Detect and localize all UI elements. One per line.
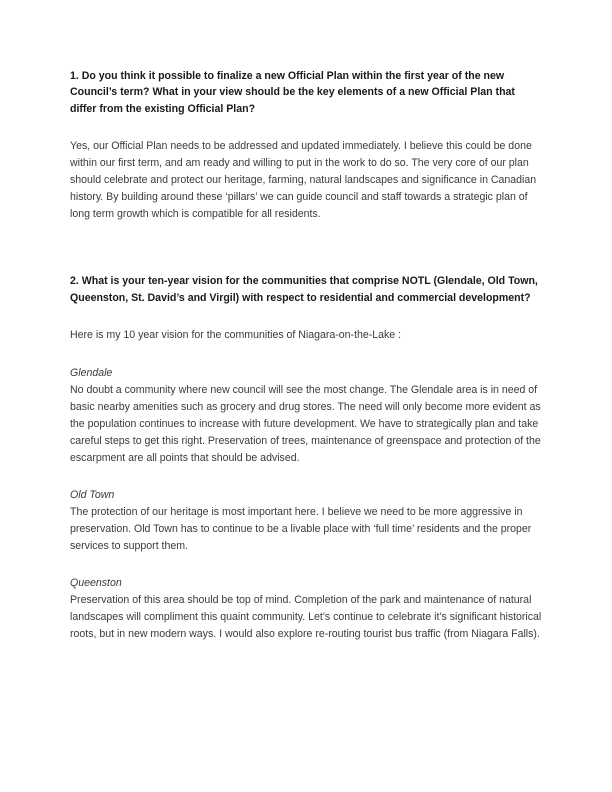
section-queenston	[70, 575, 544, 643]
section-old-town-subhead: Old Town	[70, 489, 115, 502]
section-queenston-text: Preservation of this area should be top of mind. Completion of the park and maintenance of natural landscapes will compliment this quaint community. Let’s continue to celebrate it’s significant historical roots, but in new modern ways. I would also explore re-routing tourist bus traffic (from Niagara Falls).	[70, 594, 542, 641]
spacer-question-1-answer	[70, 117, 544, 138]
spacer-oldtown-queenston	[70, 555, 544, 575]
section-glendale	[70, 365, 544, 467]
spacer-question-2-intro	[70, 306, 544, 327]
document-content	[70, 68, 544, 643]
section-queenston-subhead: Queenston	[70, 577, 122, 590]
question-1-heading: 1. Do you think it possible to finalize a new Official Plan within the first year of the new Council’s term? What in your view should be the key elements of a new Official Plan that differ from the existing Official Plan?	[70, 70, 515, 115]
section-old-town-text: The protection of our heritage is most important here. I believe we need to be more aggressive in preservation. Old Town has to continue to be a livable place with ‘full time’ residents and the proper services to support them.	[70, 506, 532, 553]
spacer-glendale-oldtown	[70, 467, 544, 487]
section-glendale-subhead: Glendale	[70, 367, 113, 380]
question-2-intro: Here is my 10 year vision for the communities of Niagara-on-the-Lake :	[70, 329, 402, 342]
spacer-between-questions	[70, 223, 544, 273]
section-glendale-text: No doubt a community where new council will see the most change. The Glendale area is in need of basic nearby amenities such as grocery and drug stores. The need will only become more evident as the population continues to increase with future development. We have to strategically plan and take careful steps to get this right. Preservation of trees, maintenance of greenspace and protection of the escarpment are all points that should be advised.	[70, 384, 541, 465]
question-1-answer: Yes, our Official Plan needs to be addressed and updated immediately. I believe this could be done within our first term, and am ready and willing to put in the work to do so. The very core of our plan should celebrate and protect our heritage, farming, natural landscapes and significance in Canadian history. By building around these ‘pillars’ we can guide council and staff towards a strategic plan of long term growth which is compatible for all residents.	[70, 140, 537, 221]
qa-block-1	[70, 68, 544, 223]
qa-block-2	[70, 273, 544, 643]
question-2-heading: 2. What is your ten-year vision for the communities that comprise NOTL (Glendale, Old Town, Queenston, St. David’s and Virgil) with respect to residential and commercial development?	[70, 275, 538, 304]
section-old-town	[70, 487, 544, 555]
spacer-intro-glendale	[70, 344, 544, 365]
